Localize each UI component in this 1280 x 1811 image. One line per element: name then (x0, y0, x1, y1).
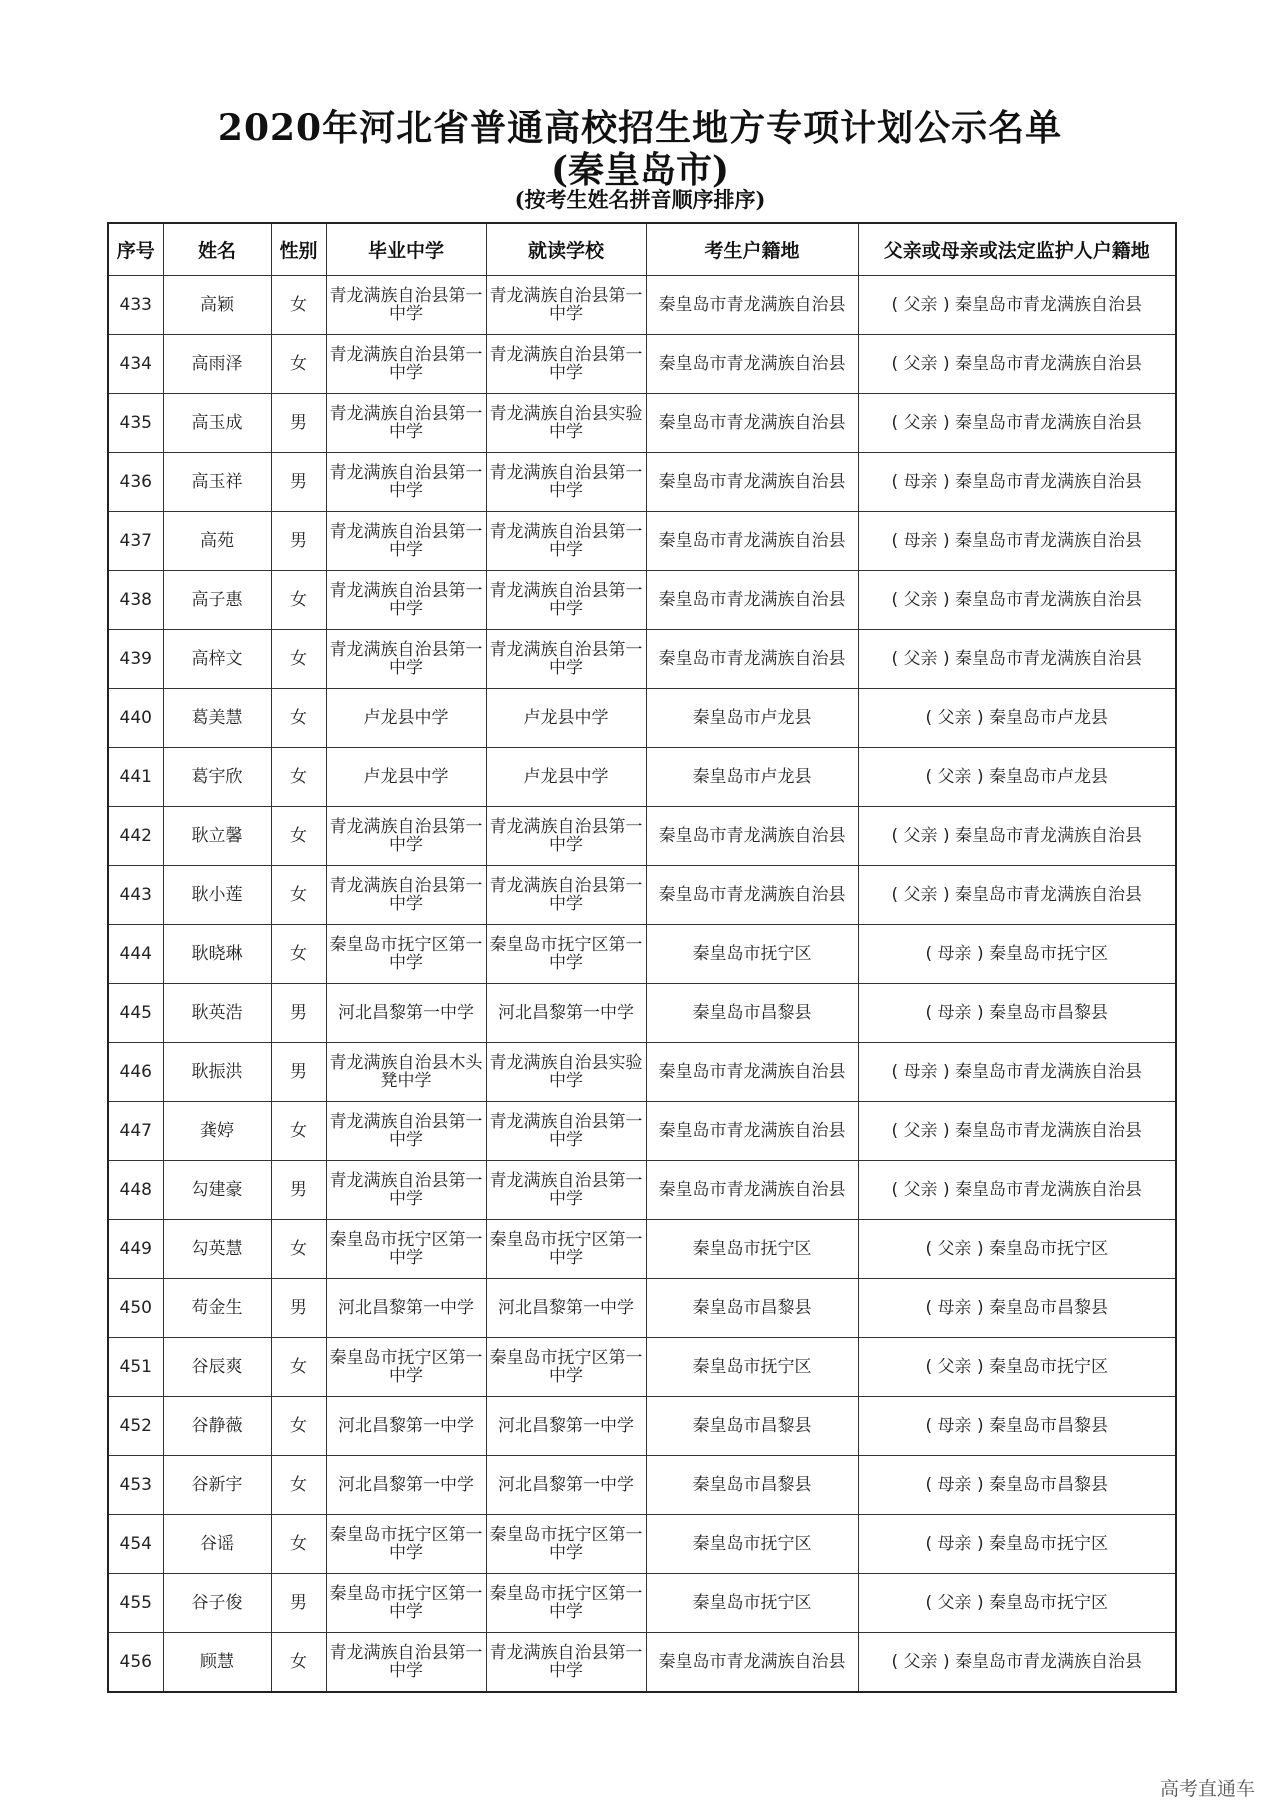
table-row (108, 689, 1176, 748)
cell-graduated-school: 青龙满族自治县第一中学 (326, 335, 486, 394)
cell-gender: 女 (271, 689, 326, 748)
cell-name: 葛宇欣 (163, 748, 271, 807)
cell-guardian-registration: ( 父亲 ) 秦皇岛市青龙满族自治县 (858, 276, 1176, 335)
cell-graduated-school: 青龙满族自治县第一中学 (326, 866, 486, 925)
cell-gender: 女 (271, 748, 326, 807)
table-row (108, 925, 1176, 984)
cell-current-school: 青龙满族自治县第一中学 (486, 630, 646, 689)
cell-name: 高玉祥 (163, 453, 271, 512)
cell-name: 勾建豪 (163, 1161, 271, 1220)
cell-name: 谷子俊 (163, 1574, 271, 1633)
cell-index: 447 (108, 1102, 163, 1161)
cell-gender: 女 (271, 1397, 326, 1456)
cell-index: 437 (108, 512, 163, 571)
cell-current-school: 青龙满族自治县第一中学 (486, 335, 646, 394)
cell-current-school: 河北昌黎第一中学 (486, 1397, 646, 1456)
table-row (108, 1043, 1176, 1102)
table-row (108, 453, 1176, 512)
cell-guardian-registration: ( 父亲 ) 秦皇岛市抚宁区 (858, 1574, 1176, 1633)
table-row (108, 748, 1176, 807)
cell-name: 耿振洪 (163, 1043, 271, 1102)
cell-graduated-school: 河北昌黎第一中学 (326, 984, 486, 1043)
cell-current-school: 秦皇岛市抚宁区第一中学 (486, 1338, 646, 1397)
cell-index: 456 (108, 1633, 163, 1693)
cell-household-registration: 秦皇岛市抚宁区 (646, 1338, 858, 1397)
cell-name: 高子惠 (163, 571, 271, 630)
cell-index: 439 (108, 630, 163, 689)
header-row (108, 223, 1176, 276)
cell-graduated-school: 秦皇岛市抚宁区第一中学 (326, 1338, 486, 1397)
table-row (108, 1102, 1176, 1161)
cell-guardian-registration: ( 父亲 ) 秦皇岛市抚宁区 (858, 1338, 1176, 1397)
cell-household-registration: 秦皇岛市昌黎县 (646, 1397, 858, 1456)
cell-index: 449 (108, 1220, 163, 1279)
cell-current-school: 卢龙县中学 (486, 689, 646, 748)
cell-guardian-registration: ( 母亲 ) 秦皇岛市青龙满族自治县 (858, 1043, 1176, 1102)
cell-current-school: 秦皇岛市抚宁区第一中学 (486, 1220, 646, 1279)
cell-graduated-school: 秦皇岛市抚宁区第一中学 (326, 1574, 486, 1633)
table-row (108, 512, 1176, 571)
cell-graduated-school: 秦皇岛市抚宁区第一中学 (326, 1515, 486, 1574)
cell-graduated-school: 卢龙县中学 (326, 689, 486, 748)
cell-guardian-registration: ( 父亲 ) 秦皇岛市青龙满族自治县 (858, 394, 1176, 453)
cell-current-school: 青龙满族自治县第一中学 (486, 1102, 646, 1161)
cell-household-registration: 秦皇岛市卢龙县 (646, 689, 858, 748)
cell-index: 451 (108, 1338, 163, 1397)
page-subtitle: (秦皇岛市) (550, 149, 730, 191)
table-row (108, 1574, 1176, 1633)
cell-gender: 女 (271, 276, 326, 335)
table-row (108, 1279, 1176, 1338)
cell-graduated-school: 青龙满族自治县第一中学 (326, 630, 486, 689)
page-title: 2020年河北省普通高校招生地方专项计划公示名单 (217, 107, 1063, 149)
cell-graduated-school: 青龙满族自治县第一中学 (326, 1161, 486, 1220)
cell-current-school: 青龙满族自治县第一中学 (486, 276, 646, 335)
cell-graduated-school: 青龙满族自治县第一中学 (326, 1633, 486, 1693)
cell-index: 445 (108, 984, 163, 1043)
col-header-household-registration: 考生户籍地 (646, 223, 858, 276)
cell-current-school: 青龙满族自治县第一中学 (486, 453, 646, 512)
cell-guardian-registration: ( 母亲 ) 秦皇岛市昌黎县 (858, 1279, 1176, 1338)
cell-household-registration: 秦皇岛市昌黎县 (646, 984, 858, 1043)
cell-name: 谷静薇 (163, 1397, 271, 1456)
cell-name: 葛美慧 (163, 689, 271, 748)
cell-name: 高颖 (163, 276, 271, 335)
cell-gender: 女 (271, 335, 326, 394)
cell-household-registration: 秦皇岛市青龙满族自治县 (646, 866, 858, 925)
cell-name: 勾英慧 (163, 1220, 271, 1279)
cell-current-school: 秦皇岛市抚宁区第一中学 (486, 925, 646, 984)
cell-household-registration: 秦皇岛市抚宁区 (646, 1515, 858, 1574)
col-header-name: 姓名 (163, 223, 271, 276)
cell-current-school: 河北昌黎第一中学 (486, 984, 646, 1043)
cell-graduated-school: 青龙满族自治县第一中学 (326, 276, 486, 335)
watermark: 高考直通车 (1159, 1778, 1255, 1800)
cell-current-school: 青龙满族自治县实验中学 (486, 1043, 646, 1102)
cell-current-school: 卢龙县中学 (486, 748, 646, 807)
cell-graduated-school: 河北昌黎第一中学 (326, 1456, 486, 1515)
cell-graduated-school: 青龙满族自治县第一中学 (326, 571, 486, 630)
table-row (108, 1338, 1176, 1397)
cell-gender: 女 (271, 1220, 326, 1279)
cell-gender: 女 (271, 630, 326, 689)
cell-household-registration: 秦皇岛市青龙满族自治县 (646, 630, 858, 689)
cell-name: 高梓文 (163, 630, 271, 689)
cell-guardian-registration: ( 母亲 ) 秦皇岛市昌黎县 (858, 984, 1176, 1043)
cell-index: 441 (108, 748, 163, 807)
cell-guardian-registration: ( 母亲 ) 秦皇岛市青龙满族自治县 (858, 512, 1176, 571)
cell-guardian-registration: ( 父亲 ) 秦皇岛市青龙满族自治县 (858, 866, 1176, 925)
cell-household-registration: 秦皇岛市昌黎县 (646, 1279, 858, 1338)
cell-gender: 女 (271, 925, 326, 984)
cell-index: 438 (108, 571, 163, 630)
table-row (108, 866, 1176, 925)
col-header-current-school: 就读学校 (486, 223, 646, 276)
cell-current-school: 青龙满族自治县实验中学 (486, 394, 646, 453)
cell-guardian-registration: ( 父亲 ) 秦皇岛市青龙满族自治县 (858, 1633, 1176, 1693)
cell-guardian-registration: ( 父亲 ) 秦皇岛市青龙满族自治县 (858, 630, 1176, 689)
cell-household-registration: 秦皇岛市青龙满族自治县 (646, 1633, 858, 1693)
cell-name: 高苑 (163, 512, 271, 571)
cell-index: 444 (108, 925, 163, 984)
cell-name: 耿小莲 (163, 866, 271, 925)
cell-household-registration: 秦皇岛市青龙满族自治县 (646, 335, 858, 394)
table-row (108, 630, 1176, 689)
cell-guardian-registration: ( 母亲 ) 秦皇岛市抚宁区 (858, 1515, 1176, 1574)
cell-index: 442 (108, 807, 163, 866)
table-row (108, 807, 1176, 866)
table-row (108, 1456, 1176, 1515)
col-header-index: 序号 (108, 223, 163, 276)
cell-graduated-school: 青龙满族自治县第一中学 (326, 394, 486, 453)
cell-index: 453 (108, 1456, 163, 1515)
cell-graduated-school: 秦皇岛市抚宁区第一中学 (326, 1220, 486, 1279)
table-body (108, 276, 1176, 1693)
cell-current-school: 河北昌黎第一中学 (486, 1279, 646, 1338)
cell-graduated-school: 卢龙县中学 (326, 748, 486, 807)
cell-graduated-school: 青龙满族自治县第一中学 (326, 512, 486, 571)
cell-guardian-registration: ( 父亲 ) 秦皇岛市青龙满族自治县 (858, 571, 1176, 630)
cell-gender: 男 (271, 512, 326, 571)
cell-guardian-registration: ( 父亲 ) 秦皇岛市青龙满族自治县 (858, 1102, 1176, 1161)
table-row (108, 394, 1176, 453)
cell-name: 谷谣 (163, 1515, 271, 1574)
table-row (108, 1220, 1176, 1279)
cell-name: 顾慧 (163, 1633, 271, 1693)
roster-table (107, 222, 1177, 1693)
cell-guardian-registration: ( 母亲 ) 秦皇岛市昌黎县 (858, 1397, 1176, 1456)
cell-household-registration: 秦皇岛市青龙满族自治县 (646, 512, 858, 571)
cell-graduated-school: 河北昌黎第一中学 (326, 1279, 486, 1338)
table-row (108, 1161, 1176, 1220)
table-row (108, 984, 1176, 1043)
cell-household-registration: 秦皇岛市青龙满族自治县 (646, 571, 858, 630)
cell-index: 450 (108, 1279, 163, 1338)
table-row (108, 571, 1176, 630)
cell-gender: 男 (271, 1279, 326, 1338)
cell-guardian-registration: ( 父亲 ) 秦皇岛市青龙满族自治县 (858, 1161, 1176, 1220)
cell-current-school: 河北昌黎第一中学 (486, 1456, 646, 1515)
cell-household-registration: 秦皇岛市昌黎县 (646, 1456, 858, 1515)
cell-gender: 女 (271, 1515, 326, 1574)
cell-current-school: 秦皇岛市抚宁区第一中学 (486, 1574, 646, 1633)
cell-guardian-registration: ( 父亲 ) 秦皇岛市青龙满族自治县 (858, 335, 1176, 394)
cell-guardian-registration: ( 母亲 ) 秦皇岛市抚宁区 (858, 925, 1176, 984)
cell-current-school: 青龙满族自治县第一中学 (486, 807, 646, 866)
cell-guardian-registration: ( 母亲 ) 秦皇岛市青龙满族自治县 (858, 453, 1176, 512)
cell-household-registration: 秦皇岛市青龙满族自治县 (646, 1043, 858, 1102)
cell-household-registration: 秦皇岛市青龙满族自治县 (646, 276, 858, 335)
cell-index: 435 (108, 394, 163, 453)
cell-gender: 男 (271, 453, 326, 512)
cell-graduated-school: 秦皇岛市抚宁区第一中学 (326, 925, 486, 984)
cell-index: 436 (108, 453, 163, 512)
cell-guardian-registration: ( 父亲 ) 秦皇岛市抚宁区 (858, 1220, 1176, 1279)
table-row (108, 1633, 1176, 1693)
cell-current-school: 青龙满族自治县第一中学 (486, 512, 646, 571)
cell-name: 谷辰爽 (163, 1338, 271, 1397)
cell-gender: 女 (271, 866, 326, 925)
cell-household-registration: 秦皇岛市抚宁区 (646, 925, 858, 984)
cell-household-registration: 秦皇岛市青龙满族自治县 (646, 453, 858, 512)
cell-current-school: 秦皇岛市抚宁区第一中学 (486, 1515, 646, 1574)
table-row (108, 1397, 1176, 1456)
cell-index: 452 (108, 1397, 163, 1456)
cell-gender: 男 (271, 1043, 326, 1102)
cell-current-school: 青龙满族自治县第一中学 (486, 1161, 646, 1220)
cell-index: 440 (108, 689, 163, 748)
table-row (108, 1515, 1176, 1574)
cell-current-school: 青龙满族自治县第一中学 (486, 571, 646, 630)
cell-gender: 男 (271, 984, 326, 1043)
col-header-guardian-registration: 父亲或母亲或法定监护人户籍地 (858, 223, 1176, 276)
cell-graduated-school: 青龙满族自治县第一中学 (326, 453, 486, 512)
table-row (108, 335, 1176, 394)
cell-name: 高雨泽 (163, 335, 271, 394)
cell-guardian-registration: ( 母亲 ) 秦皇岛市昌黎县 (858, 1456, 1176, 1515)
cell-household-registration: 秦皇岛市抚宁区 (646, 1574, 858, 1633)
cell-gender: 女 (271, 571, 326, 630)
cell-index: 434 (108, 335, 163, 394)
cell-current-school: 青龙满族自治县第一中学 (486, 1633, 646, 1693)
cell-household-registration: 秦皇岛市青龙满族自治县 (646, 1161, 858, 1220)
sort-note: (按考生姓名拼音顺序排序) (514, 187, 766, 212)
cell-index: 448 (108, 1161, 163, 1220)
cell-index: 446 (108, 1043, 163, 1102)
cell-index: 454 (108, 1515, 163, 1574)
cell-name: 高玉成 (163, 394, 271, 453)
cell-name: 耿英浩 (163, 984, 271, 1043)
cell-graduated-school: 青龙满族自治县木头凳中学 (326, 1043, 486, 1102)
cell-gender: 男 (271, 1574, 326, 1633)
cell-household-registration: 秦皇岛市青龙满族自治县 (646, 807, 858, 866)
cell-guardian-registration: ( 父亲 ) 秦皇岛市卢龙县 (858, 689, 1176, 748)
cell-gender: 男 (271, 1161, 326, 1220)
cell-graduated-school: 河北昌黎第一中学 (326, 1397, 486, 1456)
cell-gender: 女 (271, 807, 326, 866)
col-header-graduated-school: 毕业中学 (326, 223, 486, 276)
cell-name: 耿晓琳 (163, 925, 271, 984)
cell-index: 433 (108, 276, 163, 335)
cell-name: 龚婷 (163, 1102, 271, 1161)
col-header-gender: 性别 (271, 223, 326, 276)
cell-household-registration: 秦皇岛市青龙满族自治县 (646, 1102, 858, 1161)
cell-name: 耿立馨 (163, 807, 271, 866)
cell-gender: 女 (271, 1633, 326, 1693)
table-row (108, 276, 1176, 335)
cell-gender: 男 (271, 394, 326, 453)
cell-household-registration: 秦皇岛市青龙满族自治县 (646, 394, 858, 453)
cell-household-registration: 秦皇岛市抚宁区 (646, 1220, 858, 1279)
cell-guardian-registration: ( 父亲 ) 秦皇岛市卢龙县 (858, 748, 1176, 807)
cell-name: 谷新宇 (163, 1456, 271, 1515)
cell-name: 苟金生 (163, 1279, 271, 1338)
cell-graduated-school: 青龙满族自治县第一中学 (326, 807, 486, 866)
cell-gender: 女 (271, 1338, 326, 1397)
cell-index: 443 (108, 866, 163, 925)
cell-graduated-school: 青龙满族自治县第一中学 (326, 1102, 486, 1161)
cell-gender: 女 (271, 1456, 326, 1515)
cell-guardian-registration: ( 父亲 ) 秦皇岛市青龙满族自治县 (858, 807, 1176, 866)
cell-gender: 女 (271, 1102, 326, 1161)
cell-current-school: 青龙满族自治县第一中学 (486, 866, 646, 925)
cell-household-registration: 秦皇岛市卢龙县 (646, 748, 858, 807)
table-header (108, 223, 1176, 276)
cell-index: 455 (108, 1574, 163, 1633)
